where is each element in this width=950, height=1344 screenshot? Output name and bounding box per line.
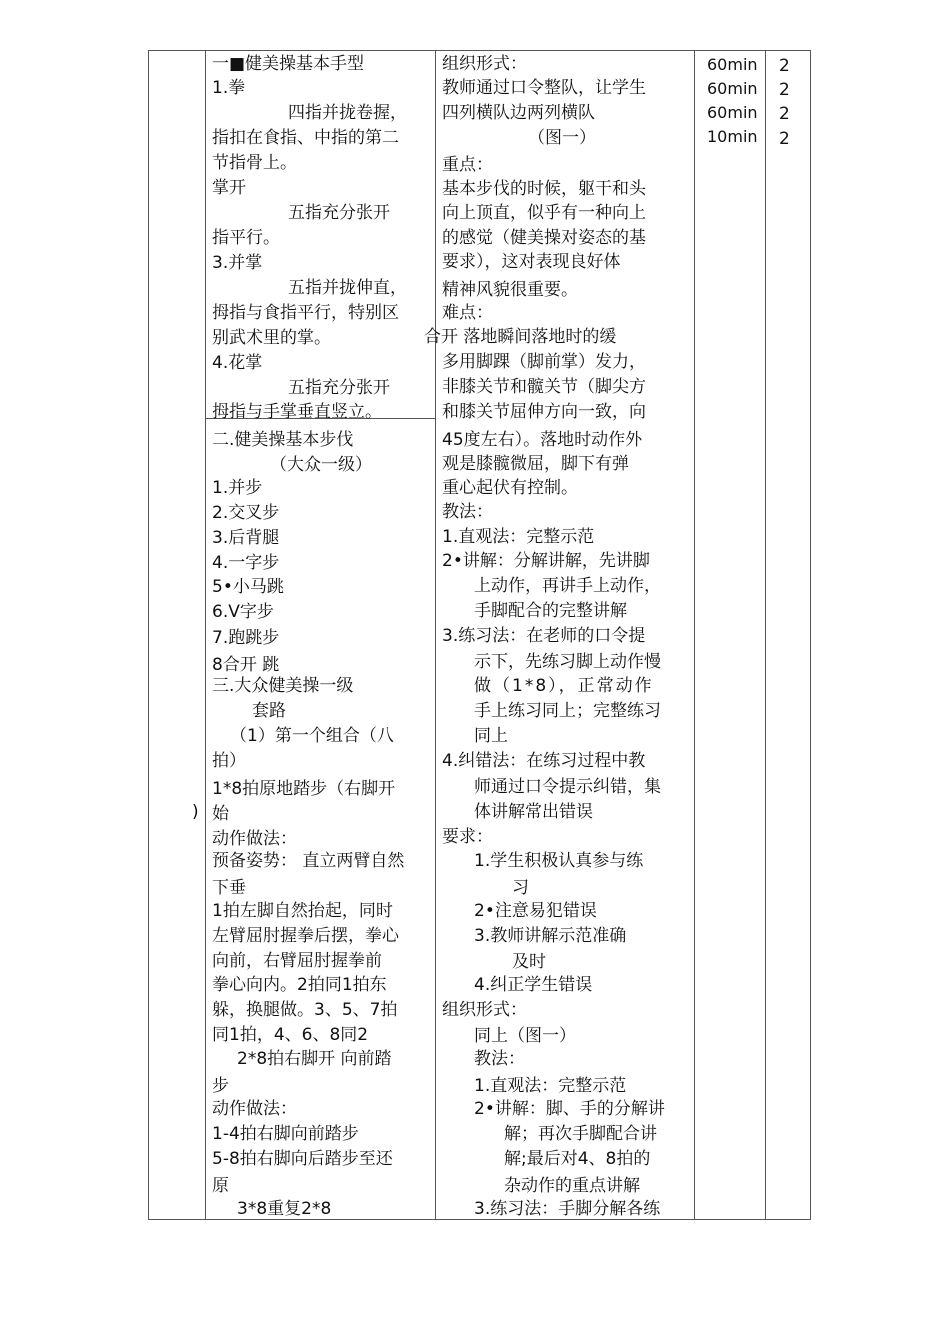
text-line: 下垂	[212, 878, 246, 898]
margin-mark: )	[192, 802, 199, 822]
text-line: 原	[212, 1176, 229, 1196]
text-line: 7.跑跳步	[212, 628, 280, 648]
text-line: 教法：	[474, 1049, 525, 1069]
text-line: 别武术里的掌。	[212, 328, 331, 348]
text-line: 向上顶直，似乎有一种向上	[442, 203, 646, 223]
column-divider-2	[435, 50, 436, 1220]
text-line: 45度左右）。落地时动作外	[442, 430, 643, 450]
text-line: 预备姿势： 直立两臂自然	[212, 851, 405, 871]
routine-heading: 三.大众健美操一级	[212, 676, 354, 696]
text-line: 节指骨上。	[212, 153, 297, 173]
text-line: 指扣在食指、中指的第二	[212, 128, 399, 148]
text-line: 1拍左脚自然抬起，同时	[212, 901, 393, 921]
table-border-left	[148, 50, 149, 1220]
text-line: 要求：	[442, 827, 493, 847]
text-line: 组织形式：	[442, 54, 527, 74]
text-line: 左臂屈肘握拳后摆，拳心	[212, 926, 399, 946]
text-line: （1）第一个组合（八	[230, 726, 394, 746]
text-line: 向前，右臂屈肘握拳前	[212, 951, 382, 971]
text-line: 及时	[512, 952, 546, 972]
text-line: 3.后背腿	[212, 528, 280, 548]
text-line: 手脚配合的完整讲解	[474, 601, 627, 621]
text-line: 3.练习法：手脚分解各练	[474, 1199, 661, 1219]
text-line: 4.花掌	[212, 353, 263, 373]
text-line: 上动作，再讲手上动作，	[474, 576, 661, 596]
text-line: （大众一级）	[270, 455, 372, 475]
duration-value: 10min	[707, 127, 758, 146]
text-line: 杂动作的重点讲解	[504, 1176, 640, 1196]
text-line: 2.交叉步	[212, 503, 280, 523]
count-value: 2	[779, 129, 790, 149]
text-line: 1.直观法：完整示范	[442, 527, 595, 547]
text-line: 重心起伏有控制。	[442, 478, 578, 498]
figure-ref: （图一）	[528, 128, 596, 148]
text-line: 1.拳	[212, 78, 246, 98]
text-line: 1-4拍右脚向前踏步	[212, 1124, 359, 1144]
text-line: 4.纠错法：在练习过程中教	[442, 751, 646, 771]
text-line: 始	[212, 804, 229, 824]
text-line: 五指充分张开	[288, 203, 390, 223]
text-line: 拇指与食指平行，特别区	[212, 303, 399, 323]
text-line: 1.学生积极认真参与练	[474, 851, 644, 871]
text-line: 2•讲解：脚、手的分解讲	[474, 1099, 665, 1119]
text-line: 非膝关节和髋关节（脚尖方	[442, 377, 646, 397]
text-line: 拍）	[212, 751, 246, 771]
text-line: 难点：	[442, 303, 493, 323]
text-line: 1.并步	[212, 478, 263, 498]
text-line: 拇指与手掌垂直竖立。	[212, 402, 382, 422]
text-line: 合开 落地瞬间落地时的缓	[424, 327, 617, 347]
text-line: 指平行。	[212, 228, 280, 248]
count-value: 2	[779, 104, 790, 124]
text-line: 的感觉（健美操对姿态的基	[442, 228, 646, 248]
text-line: 组织形式：	[442, 1000, 527, 1020]
text-line: 教法：	[442, 502, 493, 522]
text-line: 观是膝髋微屈，脚下有弹	[442, 454, 629, 474]
text-line: 2•注意易犯错误	[474, 901, 597, 921]
steps-heading: 二.健美操基本步伐	[212, 430, 354, 450]
text-line: 同上（图一）	[474, 1026, 576, 1046]
text-line: 四指并拢卷握，	[288, 103, 407, 123]
text-line: 拳心向内。2拍同1拍东	[212, 975, 387, 995]
text-line: 解;最后对4、8拍的	[504, 1149, 651, 1169]
count-value: 2	[779, 80, 790, 100]
text-line: 五指充分张开	[288, 378, 390, 398]
column-divider-3	[694, 50, 695, 1220]
duration-value: 60min	[707, 55, 758, 74]
text-line: 动作做法：	[212, 829, 297, 849]
table-border-right	[810, 50, 811, 1220]
column-divider-1	[205, 50, 206, 1220]
text-line: 同上	[474, 726, 508, 746]
text-line: 多用脚踝（脚前掌）发力，	[442, 352, 646, 372]
duration-value: 60min	[707, 79, 758, 98]
text-line: 4.一字步	[212, 553, 280, 573]
text-line: 8合开 跳	[212, 655, 280, 675]
text-line: 3*8重复2*8	[237, 1199, 332, 1219]
text-line: 躲，换腿做。3、5、7拍	[212, 1000, 398, 1020]
table-border-top	[148, 50, 811, 51]
text-line: 5-8拍右脚向后踏步至还	[212, 1149, 393, 1169]
text-line: 师通过口令提示纠错，集	[474, 777, 661, 797]
text-line: 3.并掌	[212, 253, 263, 273]
text-line: 动作做法：	[212, 1099, 297, 1119]
text-line: 6.V字步	[212, 602, 274, 622]
text-line: 套路	[252, 701, 286, 721]
text-line: 基本步伐的时候，躯干和头	[442, 179, 646, 199]
column-divider-4	[765, 50, 766, 1220]
text-line: 解；再次手脚配合讲	[504, 1124, 657, 1144]
hand-shapes-heading: 一■健美操基本手型	[212, 54, 365, 74]
text-line: 做（1*8），正常动作	[474, 676, 654, 696]
text-line: 步	[212, 1076, 229, 1096]
text-line: 2*8拍右脚开 向前踏	[237, 1049, 392, 1069]
text-line: 3.教师讲解示范准确	[474, 926, 627, 946]
text-line: 3.练习法：在老师的口令提	[442, 626, 646, 646]
text-line: 要求），这对表现良好体	[442, 252, 621, 272]
text-line: 4.纠正学生错误	[474, 975, 593, 995]
text-line: 5•小马跳	[212, 577, 284, 597]
duration-value: 60min	[707, 103, 758, 122]
text-line: 2•讲解：分解讲解，先讲脚	[442, 551, 650, 571]
text-line: 1.直观法：完整示范	[474, 1076, 627, 1096]
text-line: 和膝关节屈伸方向一致，向	[442, 402, 646, 422]
text-line: 体讲解常出错误	[474, 802, 593, 822]
text-line: 1*8拍原地踏步（右脚开	[212, 779, 396, 799]
text-line: 五指并拢伸直，	[288, 278, 407, 298]
text-line: 精神风貌很重要。	[442, 280, 578, 300]
text-line: 同1拍，4、6、8同2	[212, 1025, 369, 1045]
text-line: 习	[512, 878, 529, 898]
count-value: 2	[779, 56, 790, 76]
text-line: 示下，先练习脚上动作慢	[474, 652, 661, 672]
text-line: 重点：	[442, 155, 493, 175]
text-line: 手上练习同上；完整练习	[474, 701, 661, 721]
text-line: 掌开	[212, 178, 246, 198]
text-line: 四列横队边两列横队	[442, 103, 595, 123]
text-line: 教师通过口令整队，让学生	[442, 78, 646, 98]
